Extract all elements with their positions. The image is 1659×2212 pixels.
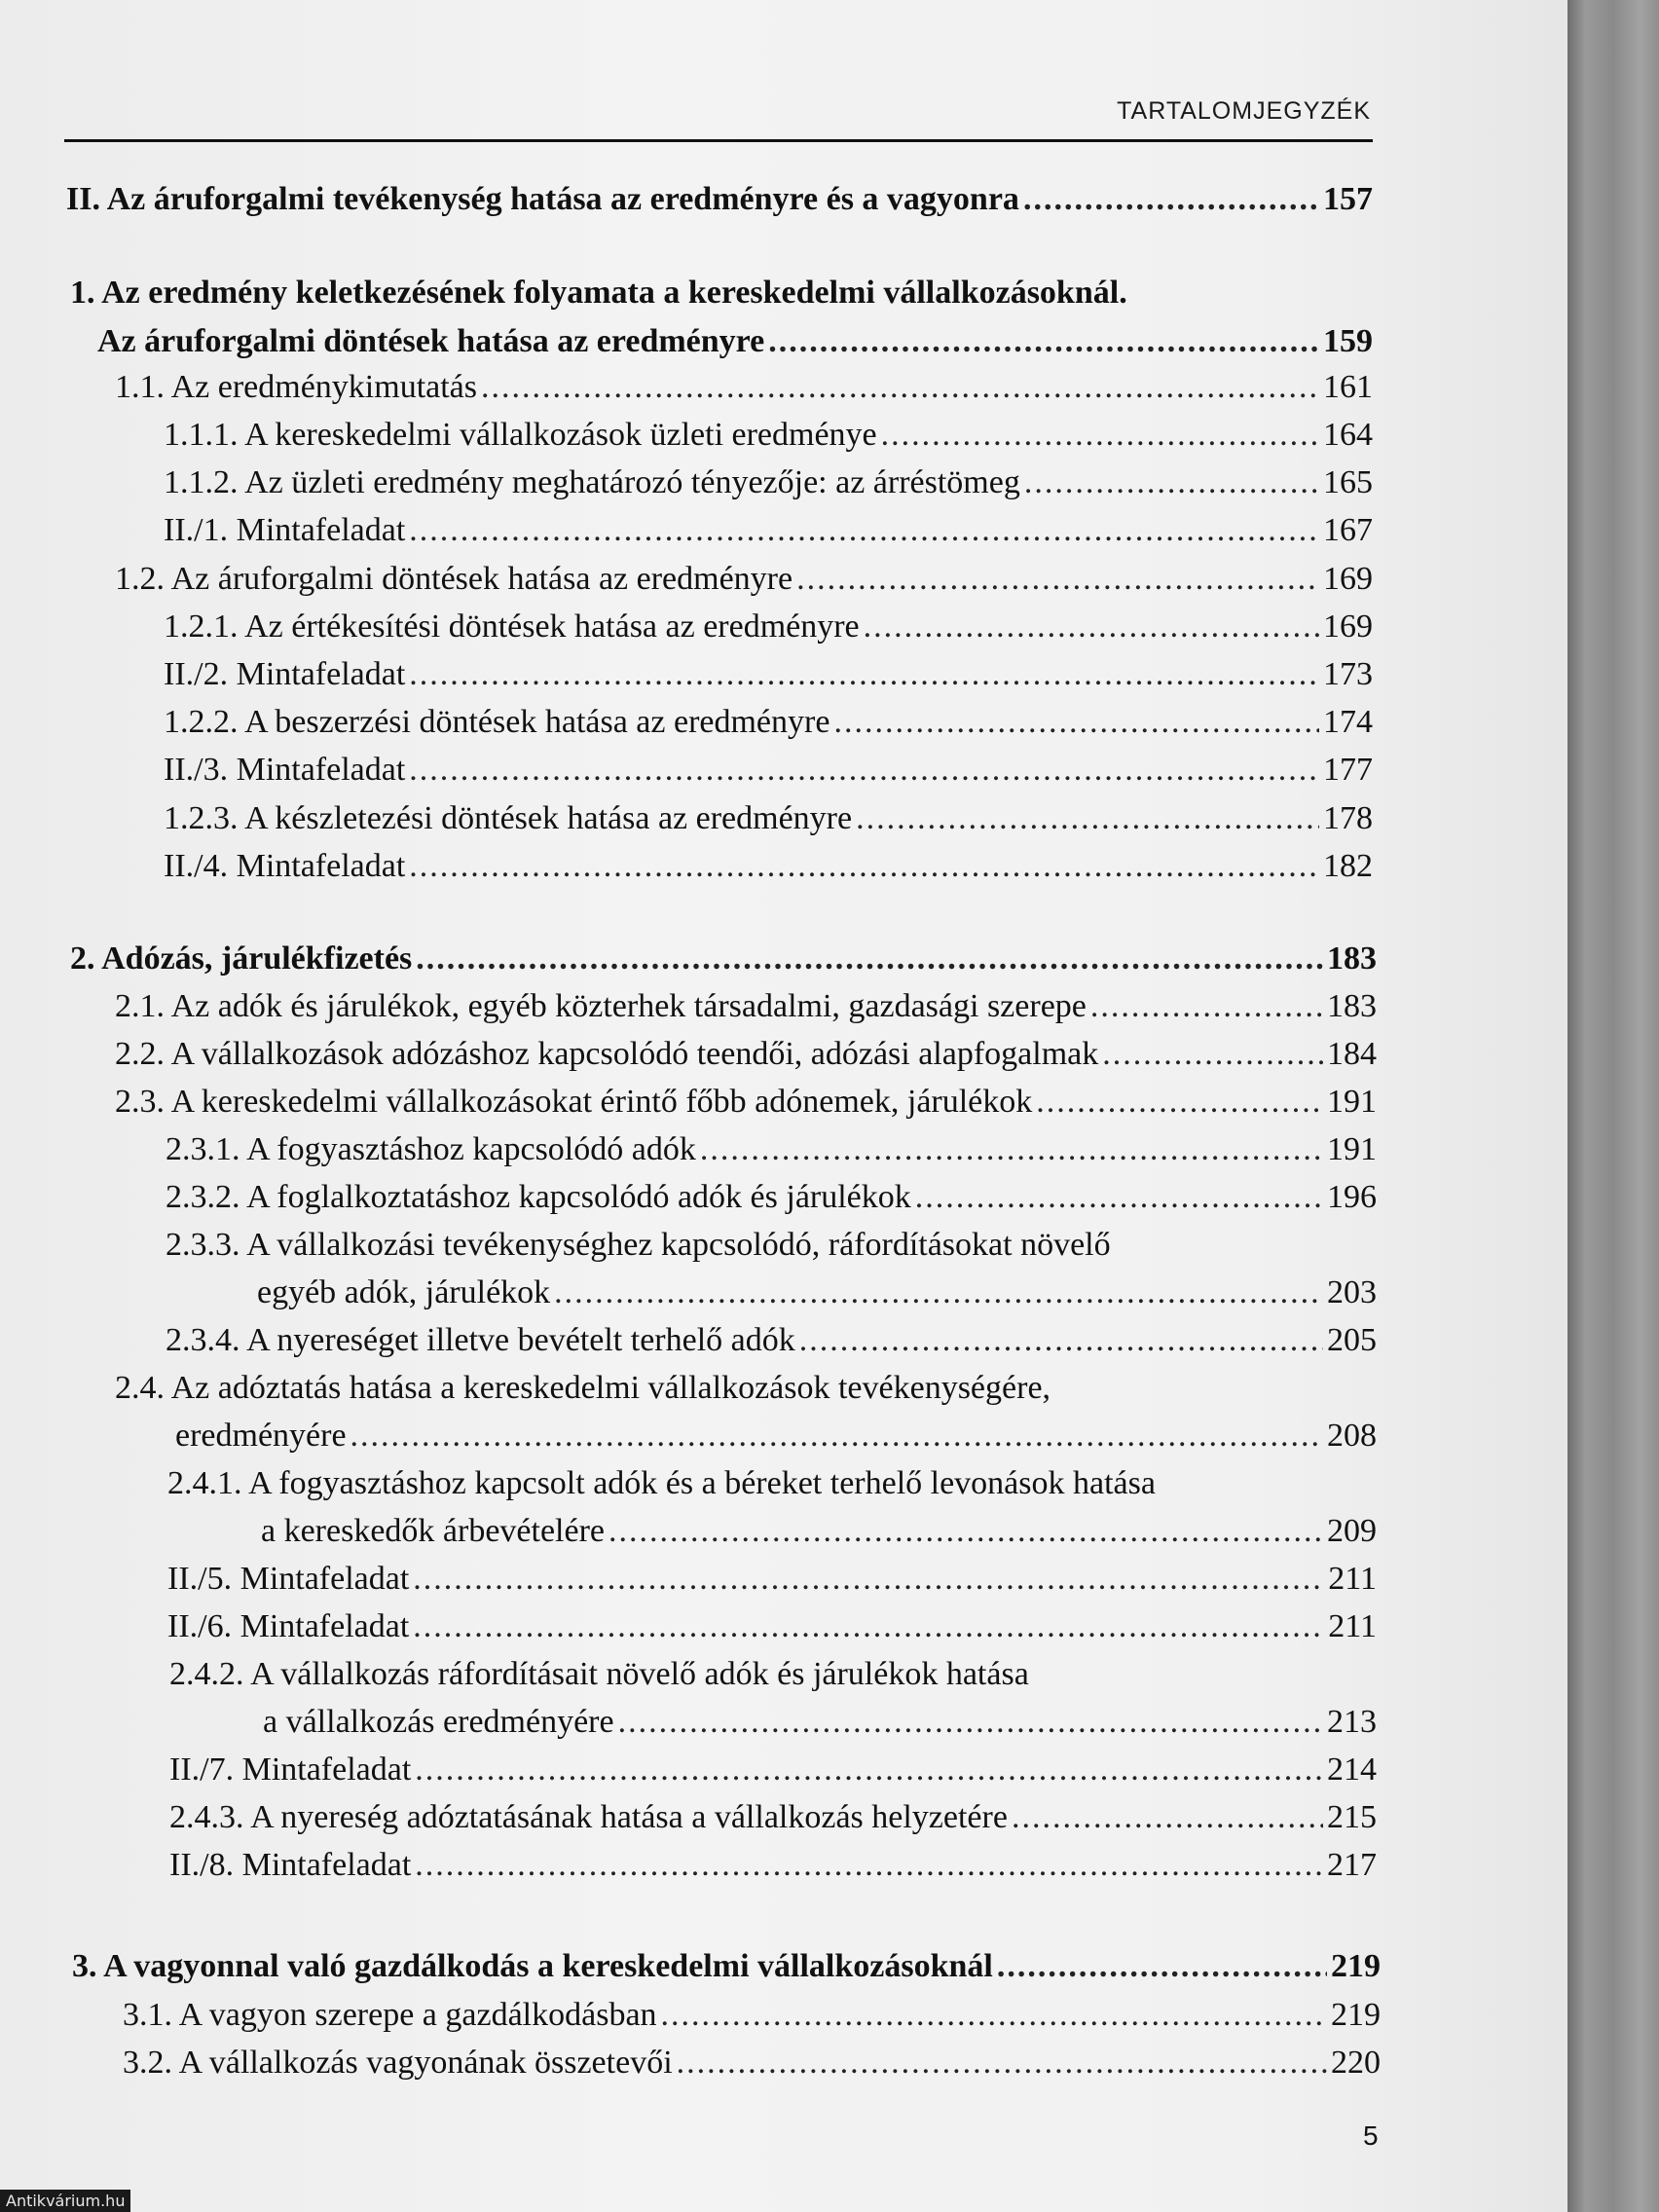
toc-entry bbox=[164, 605, 1373, 649]
toc-entry-title: II./6. Mintafeladat bbox=[167, 1608, 410, 1644]
toc-entry bbox=[66, 177, 1373, 222]
toc-entry bbox=[123, 1993, 1381, 2038]
toc-entry-title: 2.4. Az adóztatás hatása a kereskedelmi vállalkozások tevékenységére, bbox=[115, 1370, 1051, 1406]
toc-entry-title: II./2. Mintafeladat bbox=[164, 656, 406, 692]
dot-leader bbox=[796, 557, 1319, 602]
toc-entry-title: 2.4.3. A nyereség adóztatásának hatása a vállalkozás helyzetére bbox=[169, 1799, 1008, 1835]
toc-entry-title: II./1. Mintafeladat bbox=[164, 512, 406, 548]
dot-leader bbox=[409, 844, 1319, 889]
toc-entry bbox=[115, 984, 1377, 1029]
toc-entry-page: 214 bbox=[1327, 1751, 1377, 1788]
toc-entry-title: 2. Adózás, járulékfizetés bbox=[70, 940, 413, 977]
dot-leader bbox=[608, 1509, 1323, 1554]
toc-entry-title: 2.4.1. A fogyasztáshoz kapcsolt adók és a béreket terhelő levonások hatása bbox=[167, 1465, 1156, 1501]
dot-leader bbox=[409, 508, 1319, 553]
dot-leader bbox=[481, 365, 1319, 410]
toc-entry-page: 209 bbox=[1327, 1513, 1377, 1549]
toc-entry bbox=[169, 1795, 1377, 1840]
dot-leader bbox=[915, 1175, 1323, 1220]
dot-leader bbox=[554, 1271, 1323, 1315]
toc-entry bbox=[123, 2041, 1381, 2085]
toc-entry-page: 191 bbox=[1327, 1131, 1377, 1167]
toc-entry-title: 2.3.1. A fogyasztáshoz kapcsolódó adók bbox=[166, 1131, 696, 1167]
toc-entry-title: egyéb adók, járulékok bbox=[257, 1274, 551, 1310]
toc-entry bbox=[164, 413, 1373, 458]
toc-entry-page: 205 bbox=[1327, 1322, 1377, 1358]
toc-entry-title: II./3. Mintafeladat bbox=[164, 752, 406, 788]
toc-entry-page: 211 bbox=[1328, 1608, 1377, 1644]
toc-entry-title: II./5. Mintafeladat bbox=[167, 1561, 410, 1597]
running-head: TARTALOMJEGYZÉK bbox=[1117, 97, 1371, 125]
dot-leader bbox=[415, 1748, 1323, 1792]
dot-leader bbox=[1023, 177, 1319, 222]
toc-entry bbox=[169, 1652, 1377, 1697]
toc-entry bbox=[257, 1271, 1377, 1315]
toc-entry-page: 184 bbox=[1327, 1036, 1377, 1072]
toc-entry bbox=[115, 1080, 1377, 1124]
toc-entry bbox=[115, 1366, 1377, 1411]
toc-entry-title: a kereskedők árbevételére bbox=[261, 1513, 605, 1549]
toc-entry bbox=[115, 1032, 1377, 1077]
dot-leader bbox=[350, 1414, 1323, 1458]
dot-leader bbox=[856, 796, 1319, 841]
dot-leader bbox=[409, 652, 1319, 697]
toc-entry-page: 173 bbox=[1323, 656, 1373, 692]
toc-entry-page: 157 bbox=[1323, 181, 1373, 217]
toc-entry-page: 203 bbox=[1327, 1274, 1377, 1310]
dot-leader bbox=[413, 1604, 1324, 1649]
toc-entry-page: 219 bbox=[1331, 1997, 1381, 2033]
toc-entry-title: 1.2.2. A beszerzési döntések hatása az eredményre bbox=[164, 704, 830, 740]
toc-entry-page: 178 bbox=[1323, 800, 1373, 836]
book-spine-shadow bbox=[1567, 0, 1659, 2212]
toc-entry-title: 2.3.2. A foglalkoztatáshoz kapcsolódó adók és járulékok bbox=[166, 1179, 911, 1215]
toc-entry-title: a vállalkozás eredményére bbox=[263, 1704, 614, 1740]
toc-entry-page: 219 bbox=[1331, 1948, 1381, 1984]
toc-entry bbox=[164, 748, 1373, 793]
toc-entry bbox=[167, 1557, 1377, 1602]
watermark: Antikvárium.hu bbox=[0, 2190, 130, 2212]
toc-entry-page: 217 bbox=[1327, 1847, 1377, 1883]
toc-entry bbox=[166, 1318, 1377, 1363]
toc-entry bbox=[72, 1944, 1381, 1989]
toc-entry-page: 165 bbox=[1323, 464, 1373, 500]
dot-leader bbox=[1036, 1080, 1323, 1124]
dot-leader bbox=[799, 1318, 1323, 1363]
toc-entry-title: 1.1.2. Az üzleti eredmény meghatározó tényezője: az árréstömeg bbox=[164, 464, 1020, 500]
toc-entry-page: 196 bbox=[1327, 1179, 1377, 1215]
toc-entry bbox=[169, 1748, 1377, 1792]
toc-entry bbox=[167, 1604, 1377, 1649]
toc-entry-page: 167 bbox=[1323, 512, 1373, 548]
dot-leader bbox=[864, 605, 1319, 649]
dot-leader bbox=[997, 1944, 1327, 1989]
toc-entry-title: 2.4.2. A vállalkozás ráfordításait növelő adók és járulékok hatása bbox=[169, 1656, 1029, 1692]
toc-entry bbox=[263, 1700, 1377, 1745]
toc-entry-page: 211 bbox=[1328, 1561, 1377, 1597]
toc-entry bbox=[175, 1414, 1377, 1458]
toc-entry-title: 1.2.3. A készletezési döntések hatása az eredményre bbox=[164, 800, 853, 836]
toc-entry bbox=[166, 1175, 1377, 1220]
dot-leader bbox=[700, 1127, 1323, 1172]
dot-leader bbox=[881, 413, 1319, 458]
dot-leader bbox=[1090, 984, 1323, 1029]
toc-entry-title: 2.3. A kereskedelmi vállalkozásokat érintő főbb adónemek, járulékok bbox=[115, 1084, 1033, 1120]
dot-leader bbox=[416, 937, 1323, 981]
toc-entry-title: 3. A vagyonnal való gazdálkodás a kereskedelmi vállalkozásoknál bbox=[72, 1948, 993, 1984]
toc-entry-title: 2.3.4. A nyereséget illetve bevételt terhelő adók bbox=[166, 1322, 795, 1358]
toc-entry-page: 159 bbox=[1323, 323, 1373, 359]
toc-entry-page: 161 bbox=[1323, 369, 1373, 405]
dot-leader bbox=[833, 700, 1319, 745]
dot-leader bbox=[618, 1700, 1323, 1745]
toc-entry-page: 183 bbox=[1327, 940, 1377, 977]
toc-entry-page: 191 bbox=[1327, 1084, 1377, 1120]
toc-entry bbox=[70, 271, 1373, 315]
toc-entry bbox=[164, 652, 1373, 697]
toc-entry-page: 220 bbox=[1331, 2045, 1381, 2081]
toc-entry bbox=[164, 461, 1373, 505]
toc-entry bbox=[261, 1509, 1377, 1554]
toc-entry-page: 169 bbox=[1323, 608, 1373, 645]
toc-entry-title: 3.2. A vállalkozás vagyonának összetevői bbox=[123, 2045, 673, 2081]
dot-leader bbox=[1012, 1795, 1323, 1840]
dot-leader bbox=[409, 748, 1319, 793]
toc-entry bbox=[164, 508, 1373, 553]
toc-entry bbox=[115, 365, 1373, 410]
toc-entry bbox=[164, 844, 1373, 889]
toc-entry-page: 177 bbox=[1323, 752, 1373, 788]
toc-entry bbox=[164, 700, 1373, 745]
dot-leader bbox=[413, 1557, 1324, 1602]
toc-entry-title: eredményére bbox=[175, 1418, 347, 1454]
toc-entry-title: II./4. Mintafeladat bbox=[164, 848, 406, 884]
toc-entry-page: 183 bbox=[1327, 988, 1377, 1024]
dot-leader bbox=[1024, 461, 1319, 505]
toc-entry bbox=[169, 1843, 1377, 1888]
toc-entry-page: 215 bbox=[1327, 1799, 1377, 1835]
toc-entry-title: II./7. Mintafeladat bbox=[169, 1751, 412, 1788]
toc-entry-title: II./8. Mintafeladat bbox=[169, 1847, 412, 1883]
dot-leader bbox=[677, 2041, 1327, 2085]
dot-leader bbox=[1102, 1032, 1323, 1077]
toc-entry bbox=[164, 796, 1373, 841]
toc-entry-page: 182 bbox=[1323, 848, 1373, 884]
toc-entry-title: 1.1.1. A kereskedelmi vállalkozások üzleti eredménye bbox=[164, 417, 877, 453]
toc-entry-title: 2.2. A vállalkozások adózáshoz kapcsolódó teendői, adózási alapfogalmak bbox=[115, 1036, 1099, 1072]
toc-entry-title: 1.2. Az áruforgalmi döntések hatása az eredményre bbox=[115, 561, 793, 597]
page-number: 5 bbox=[1363, 2120, 1379, 2151]
toc-entry-page: 208 bbox=[1327, 1418, 1377, 1454]
toc-entry bbox=[70, 937, 1377, 981]
toc-entry bbox=[166, 1127, 1377, 1172]
toc-entry-title: 1.1. Az eredménykimutatás bbox=[115, 369, 478, 405]
toc-entry-title: Az áruforgalmi döntések hatása az eredményre bbox=[97, 323, 765, 359]
dot-leader bbox=[768, 319, 1319, 364]
toc-entry-page: 164 bbox=[1323, 417, 1373, 453]
toc-entry bbox=[97, 319, 1373, 364]
toc-entry bbox=[166, 1223, 1377, 1268]
toc-entry-title: 3.1. A vagyon szerepe a gazdálkodásban bbox=[123, 1997, 657, 2033]
toc-entry-page: 174 bbox=[1323, 704, 1373, 740]
toc-entry bbox=[167, 1461, 1377, 1506]
dot-leader bbox=[661, 1993, 1327, 2038]
toc-entry-page: 213 bbox=[1327, 1704, 1377, 1740]
toc-entry-title: II. Az áruforgalmi tevékenység hatása az eredményre és a vagyonra bbox=[66, 181, 1019, 217]
toc-entry bbox=[115, 557, 1373, 602]
toc-entry-page: 169 bbox=[1323, 561, 1373, 597]
toc-entry-title: 1.2.1. Az értékesítési döntések hatása az eredményre bbox=[164, 608, 860, 645]
toc-entry-title: 2.1. Az adók és járulékok, egyéb közterhek társadalmi, gazdasági szerepe bbox=[115, 988, 1087, 1024]
toc-entry-title: 2.3.3. A vállalkozási tevékenységhez kapcsolódó, ráfordításokat növelő bbox=[166, 1227, 1111, 1263]
toc-entry-title: 1. Az eredmény keletkezésének folyamata a kereskedelmi vállalkozásoknál. bbox=[70, 275, 1127, 311]
dot-leader bbox=[415, 1843, 1323, 1888]
